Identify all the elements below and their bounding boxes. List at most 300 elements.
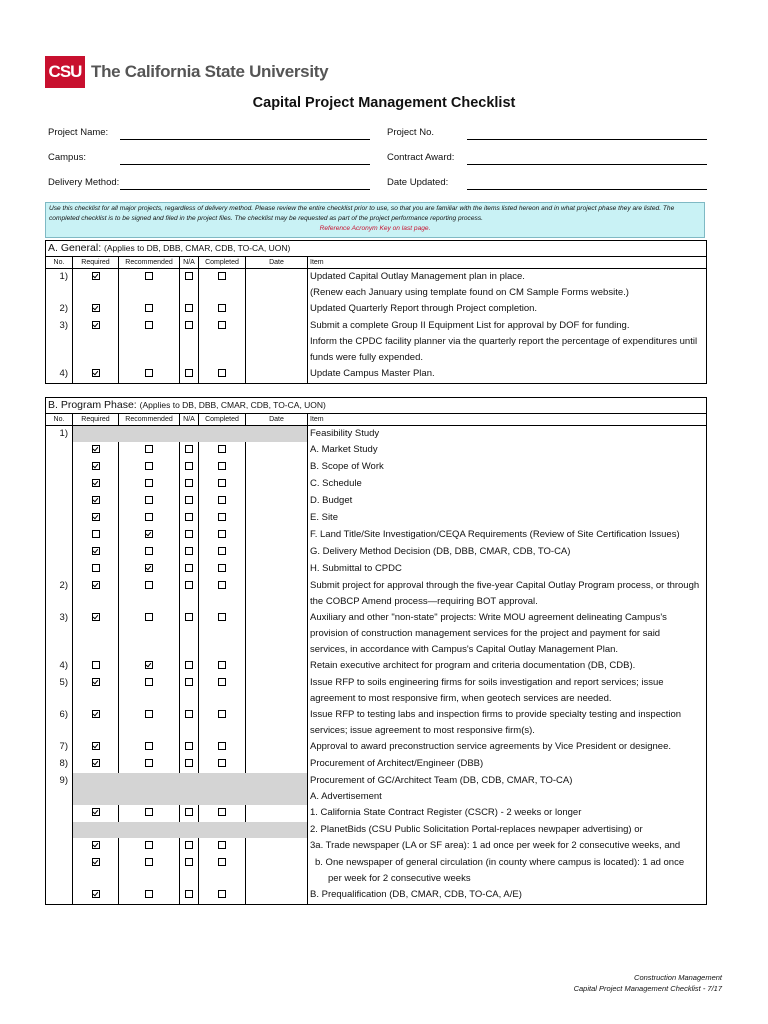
col-header-na: N/A: [180, 257, 199, 269]
instructions-text: Use this checklist for all major projects, regardless of delivery method. Please review the entire checklist prior to use, so that you are familiar with the items listed hereon and in what project phase they are listed. The completed checklist is to be signed and filed in the project files. The checklist may be requested as part of the project performance reporting process.: [49, 205, 675, 222]
na-checkbox[interactable]: [185, 661, 193, 669]
na-cell: [180, 269, 199, 302]
recommended-cell: [119, 527, 180, 544]
date-cell[interactable]: [246, 610, 308, 658]
date-cell[interactable]: [246, 578, 308, 610]
recommended-cell: [119, 476, 180, 493]
na-cell: [180, 510, 199, 527]
item-cell: [308, 510, 707, 527]
date-cell[interactable]: [246, 561, 308, 578]
program-phase-section-title: [46, 398, 707, 414]
date-cell[interactable]: [246, 887, 308, 905]
na-checkbox[interactable]: [185, 369, 193, 377]
checklist-row: [46, 675, 707, 707]
recommended-checkbox[interactable]: [145, 710, 153, 718]
na-cell: [180, 459, 199, 476]
row-number: [46, 527, 73, 544]
required-checkbox[interactable]: [92, 530, 100, 538]
recommended-cell: [119, 707, 180, 739]
project-no-field[interactable]: [467, 139, 707, 140]
na-cell: [180, 658, 199, 675]
campus-label: Campus:: [48, 152, 87, 163]
date-cell[interactable]: [246, 544, 308, 561]
na-cell: [180, 756, 199, 773]
checklist-row: [46, 822, 707, 838]
recommended-checkbox[interactable]: [145, 547, 153, 555]
completed-checkbox[interactable]: [218, 759, 226, 767]
date-cell[interactable]: [246, 301, 308, 318]
row-number: 8): [46, 756, 73, 773]
completed-checkbox[interactable]: [218, 841, 226, 849]
required-checkbox[interactable]: [92, 369, 100, 377]
item-text: services; issue agreement to most responsive firm(s).: [310, 725, 535, 736]
checklist-row: [46, 426, 707, 443]
checklist-row: [46, 493, 707, 510]
completed-cell: [199, 658, 246, 675]
item-text: 3a. Trade newspaper (LA or SF area): 1 ad once per week for 2 consecutive weeks, and: [310, 840, 681, 851]
required-checkbox[interactable]: [92, 564, 100, 572]
item-text: Inform the CPDC facility planner via the quarterly report the percentage of expenditures until: [310, 336, 698, 347]
item-text: agreement to most responsive firm, when geotech services are needed.: [310, 693, 612, 704]
required-cell: [73, 707, 119, 739]
required-checkbox[interactable]: [92, 304, 100, 312]
recommended-checkbox[interactable]: [145, 808, 153, 816]
required-checkbox[interactable]: [92, 808, 100, 816]
date-cell[interactable]: [246, 318, 308, 366]
row-number: [46, 838, 73, 855]
col-header-no: No.: [46, 257, 73, 269]
recommended-checkbox[interactable]: [145, 321, 153, 329]
date-cell[interactable]: [246, 675, 308, 707]
recommended-checkbox[interactable]: [145, 581, 153, 589]
shaded-cell: [73, 822, 308, 838]
row-number: 9): [46, 773, 73, 789]
na-checkbox[interactable]: [185, 581, 193, 589]
na-checkbox[interactable]: [185, 304, 193, 312]
date-cell[interactable]: [246, 805, 308, 822]
na-checkbox[interactable]: [185, 890, 193, 898]
completed-checkbox[interactable]: [218, 661, 226, 669]
recommended-checkbox[interactable]: [145, 513, 153, 521]
required-checkbox[interactable]: [92, 479, 100, 487]
recommended-checkbox[interactable]: [145, 496, 153, 504]
recommended-cell: [119, 561, 180, 578]
university-name: The California State University: [91, 62, 329, 81]
completed-cell: [199, 805, 246, 822]
item-cell: [308, 476, 707, 493]
item-text: Approval to award preconstruction service agreements by Vice President or designee.: [310, 741, 672, 752]
na-checkbox[interactable]: [185, 321, 193, 329]
col-header-completed: Completed: [199, 414, 246, 426]
date-cell[interactable]: [246, 527, 308, 544]
program-phase-checklist-table: [45, 397, 707, 905]
date-cell[interactable]: [246, 739, 308, 756]
item-text: Updated Capital Outlay Management plan in place.: [310, 271, 525, 282]
na-cell: [180, 442, 199, 459]
completed-cell: [199, 459, 246, 476]
col-header-na: N/A: [180, 414, 199, 426]
required-checkbox[interactable]: [92, 321, 100, 329]
completed-checkbox[interactable]: [218, 564, 226, 572]
row-number: 7): [46, 739, 73, 756]
date-cell[interactable]: [246, 658, 308, 675]
na-checkbox[interactable]: [185, 530, 193, 538]
completed-cell: [199, 318, 246, 366]
checklist-row: [46, 301, 707, 318]
recommended-cell: [119, 544, 180, 561]
na-checkbox[interactable]: [185, 858, 193, 866]
completed-checkbox[interactable]: [218, 304, 226, 312]
project-name-field[interactable]: [120, 139, 370, 140]
project-name-label: Project Name:: [48, 127, 109, 138]
completed-checkbox[interactable]: [218, 890, 226, 898]
recommended-checkbox[interactable]: [145, 742, 153, 750]
required-cell: [73, 527, 119, 544]
row-number: [46, 805, 73, 822]
checklist-row: [46, 739, 707, 756]
required-checkbox[interactable]: [92, 858, 100, 866]
checklist-row: [46, 318, 707, 366]
required-cell: [73, 805, 119, 822]
recommended-cell: [119, 442, 180, 459]
required-cell: [73, 578, 119, 610]
required-cell: [73, 739, 119, 756]
item-text: F. Land Title/Site Investigation/CEQA Requirements (Review of Site Certification Issues): [310, 529, 680, 540]
completed-checkbox[interactable]: [218, 613, 226, 621]
completed-checkbox[interactable]: [218, 742, 226, 750]
required-cell: [73, 269, 119, 302]
item-text: (Renew each January using template found on CM Sample Forms website.): [310, 287, 629, 298]
recommended-checkbox[interactable]: [145, 858, 153, 866]
checklist-row: [46, 269, 707, 302]
item-text: B. Scope of Work: [310, 461, 384, 472]
date-cell[interactable]: [246, 442, 308, 459]
required-cell: [73, 855, 119, 887]
completed-checkbox[interactable]: [218, 272, 226, 280]
na-checkbox[interactable]: [185, 613, 193, 621]
col-header-required: Required: [73, 414, 119, 426]
item-cell: [308, 805, 707, 822]
row-number: [46, 855, 73, 887]
completed-cell: [199, 269, 246, 302]
row-number: [46, 887, 73, 905]
required-checkbox[interactable]: [92, 513, 100, 521]
completed-checkbox[interactable]: [218, 858, 226, 866]
date-cell[interactable]: [246, 476, 308, 493]
item-cell: [308, 544, 707, 561]
page-title: Capital Project Management Checklist: [252, 95, 516, 111]
row-number: [46, 493, 73, 510]
delivery-method-field[interactable]: [120, 189, 370, 190]
row-number: 2): [46, 578, 73, 610]
na-cell: [180, 675, 199, 707]
required-cell: [73, 442, 119, 459]
footer-document: Capital Project Management Checklist - 7/17: [573, 984, 722, 993]
na-checkbox[interactable]: [185, 742, 193, 750]
recommended-cell: [119, 855, 180, 887]
required-cell: [73, 838, 119, 855]
row-number: 1): [46, 426, 73, 443]
row-number: [46, 822, 73, 838]
required-cell: [73, 756, 119, 773]
na-cell: [180, 301, 199, 318]
completed-cell: [199, 510, 246, 527]
na-cell: [180, 527, 199, 544]
na-checkbox[interactable]: [185, 710, 193, 718]
completed-checkbox[interactable]: [218, 321, 226, 329]
required-checkbox[interactable]: [92, 742, 100, 750]
recommended-checkbox[interactable]: [145, 678, 153, 686]
required-checkbox[interactable]: [92, 678, 100, 686]
logo-mark: CSU: [45, 56, 85, 88]
checklist-row: [46, 476, 707, 493]
recommended-cell: [119, 578, 180, 610]
required-checkbox[interactable]: [92, 661, 100, 669]
column-header-row: [46, 257, 707, 269]
item-text: B. Prequalification (DB, CMAR, CDB, TO-CA, A/E): [310, 889, 522, 900]
na-cell: [180, 838, 199, 855]
row-number: 2): [46, 301, 73, 318]
row-number: 6): [46, 707, 73, 739]
item-cell: [308, 318, 707, 366]
item-cell: [308, 493, 707, 510]
required-cell: [73, 658, 119, 675]
shaded-cell: [73, 426, 308, 443]
item-cell: [308, 527, 707, 544]
na-cell: [180, 318, 199, 366]
required-checkbox[interactable]: [92, 462, 100, 470]
recommended-cell: [119, 805, 180, 822]
na-cell: [180, 476, 199, 493]
date-cell[interactable]: [246, 269, 308, 302]
completed-checkbox[interactable]: [218, 513, 226, 521]
recommended-checkbox[interactable]: [145, 759, 153, 767]
item-cell: [308, 838, 707, 855]
completed-checkbox[interactable]: [218, 710, 226, 718]
required-cell: [73, 561, 119, 578]
completed-checkbox[interactable]: [218, 547, 226, 555]
item-cell: [308, 610, 707, 658]
item-text: Updated Quarterly Report through Project completion.: [310, 303, 538, 314]
na-cell: [180, 610, 199, 658]
recommended-cell: [119, 675, 180, 707]
recommended-cell: [119, 838, 180, 855]
na-checkbox[interactable]: [185, 759, 193, 767]
item-cell: [308, 739, 707, 756]
completed-checkbox[interactable]: [218, 581, 226, 589]
na-cell: [180, 739, 199, 756]
completed-cell: [199, 476, 246, 493]
recommended-checkbox[interactable]: [145, 841, 153, 849]
na-checkbox[interactable]: [185, 808, 193, 816]
row-number: [46, 442, 73, 459]
item-text: G. Delivery Method Decision (DB, DBB, CMAR, CDB, TO-CA): [310, 546, 571, 557]
recommended-checkbox[interactable]: [145, 272, 153, 280]
required-checkbox[interactable]: [92, 581, 100, 589]
recommended-checkbox[interactable]: [145, 661, 153, 669]
recommended-checkbox[interactable]: [145, 304, 153, 312]
recommended-checkbox[interactable]: [145, 462, 153, 470]
recommended-checkbox[interactable]: [145, 564, 153, 572]
required-checkbox[interactable]: [92, 272, 100, 280]
row-number: [46, 789, 73, 805]
col-header-date: Date: [246, 414, 308, 426]
recommended-cell: [119, 269, 180, 302]
completed-cell: [199, 366, 246, 384]
date-cell[interactable]: [246, 366, 308, 384]
item-text: 2. PlanetBids (CSU Public Solicitation Portal-replaces newpaper advertising) or: [310, 824, 643, 835]
recommended-checkbox[interactable]: [145, 613, 153, 621]
na-cell: [180, 855, 199, 887]
item-text: funds were fully expended.: [310, 352, 424, 363]
na-cell: [180, 544, 199, 561]
na-checkbox[interactable]: [185, 841, 193, 849]
na-checkbox[interactable]: [185, 445, 193, 453]
item-text: A. Market Study: [310, 444, 378, 455]
checklist-row: [46, 658, 707, 675]
col-header-no: No.: [46, 414, 73, 426]
item-text: Submit project for approval through the five-year Capital Outlay Program process, or through: [310, 580, 700, 591]
recommended-checkbox[interactable]: [145, 890, 153, 898]
na-cell: [180, 887, 199, 905]
completed-checkbox[interactable]: [218, 479, 226, 487]
item-text: C. Schedule: [310, 478, 362, 489]
project-no-label: Project No.: [387, 127, 434, 138]
date-cell[interactable]: [246, 855, 308, 887]
item-cell: [308, 887, 707, 905]
required-checkbox[interactable]: [92, 710, 100, 718]
program-phase-title: B. Program Phase:: [48, 399, 137, 411]
recommended-checkbox[interactable]: [145, 445, 153, 453]
recommended-checkbox[interactable]: [145, 479, 153, 487]
required-cell: [73, 510, 119, 527]
general-applies: (Applies to DB, DBB, CMAR, CDB, TO-CA, UON): [104, 243, 291, 253]
na-cell: [180, 805, 199, 822]
col-header-recommended: Recommended: [119, 414, 180, 426]
completed-cell: [199, 756, 246, 773]
completed-checkbox[interactable]: [218, 530, 226, 538]
checklist-row: [46, 887, 707, 905]
checklist-row: [46, 756, 707, 773]
item-cell: [308, 269, 707, 302]
item-cell: [308, 366, 707, 384]
na-cell: [180, 707, 199, 739]
general-section-title: [46, 241, 707, 257]
item-text: D. Budget: [310, 495, 353, 506]
item-cell: [308, 442, 707, 459]
na-checkbox[interactable]: [185, 479, 193, 487]
col-header-item: Item: [308, 257, 707, 269]
contract-award-field[interactable]: [467, 164, 707, 165]
row-number: 4): [46, 658, 73, 675]
required-checkbox[interactable]: [92, 613, 100, 621]
completed-checkbox[interactable]: [218, 445, 226, 453]
recommended-checkbox[interactable]: [145, 369, 153, 377]
item-cell: [308, 459, 707, 476]
required-cell: [73, 675, 119, 707]
checklist-row: [46, 610, 707, 658]
completed-checkbox[interactable]: [218, 808, 226, 816]
checklist-row: [46, 707, 707, 739]
item-text: b. One newspaper of general circulation (in county where campus is located): 1 ad once: [315, 857, 685, 868]
row-number: [46, 476, 73, 493]
page-footer: [574, 972, 722, 994]
completed-cell: [199, 493, 246, 510]
required-cell: [73, 301, 119, 318]
na-checkbox[interactable]: [185, 513, 193, 521]
required-checkbox[interactable]: [92, 890, 100, 898]
required-cell: [73, 318, 119, 366]
date-updated-field[interactable]: [467, 189, 707, 190]
required-checkbox[interactable]: [92, 496, 100, 504]
item-text: the COBCP Amend process—requiring BOT approval.: [310, 596, 538, 607]
completed-cell: [199, 544, 246, 561]
required-checkbox[interactable]: [92, 445, 100, 453]
na-checkbox[interactable]: [185, 496, 193, 504]
row-number: 1): [46, 269, 73, 302]
item-cell: [308, 822, 707, 838]
required-cell: [73, 887, 119, 905]
item-text: 1. California State Contract Register (CSCR) - 2 weeks or longer: [310, 807, 582, 818]
item-text: Retain executive architect for program and criteria documentation (DB, CDB).: [310, 660, 636, 671]
completed-cell: [199, 887, 246, 905]
na-checkbox[interactable]: [185, 547, 193, 555]
recommended-cell: [119, 301, 180, 318]
checklist-row: [46, 578, 707, 610]
item-cell: [308, 773, 707, 789]
required-checkbox[interactable]: [92, 759, 100, 767]
item-text: H. Submittal to CPDC: [310, 563, 402, 574]
required-checkbox[interactable]: [92, 841, 100, 849]
completed-checkbox[interactable]: [218, 678, 226, 686]
date-cell[interactable]: [246, 459, 308, 476]
na-cell: [180, 366, 199, 384]
na-checkbox[interactable]: [185, 462, 193, 470]
campus-field[interactable]: [120, 164, 370, 165]
col-header-required: Required: [73, 257, 119, 269]
na-checkbox[interactable]: [185, 272, 193, 280]
na-checkbox[interactable]: [185, 564, 193, 572]
date-cell[interactable]: [246, 493, 308, 510]
required-checkbox[interactable]: [92, 547, 100, 555]
recommended-cell: [119, 318, 180, 366]
checklist-row: [46, 773, 707, 789]
item-text: Auxiliary and other "non-state" projects: Write MOU agreement delineating Campus's: [310, 612, 667, 623]
date-cell[interactable]: [246, 510, 308, 527]
date-cell[interactable]: [246, 756, 308, 773]
completed-cell: [199, 561, 246, 578]
na-checkbox[interactable]: [185, 678, 193, 686]
completed-checkbox[interactable]: [218, 369, 226, 377]
recommended-cell: [119, 493, 180, 510]
col-header-item: Item: [308, 414, 707, 426]
completed-checkbox[interactable]: [218, 462, 226, 470]
date-cell[interactable]: [246, 707, 308, 739]
general-checklist-table: [45, 240, 707, 384]
item-cell: [308, 675, 707, 707]
completed-checkbox[interactable]: [218, 496, 226, 504]
item-cell: [308, 707, 707, 739]
item-text: Submit a complete Group II Equipment List for approval by DOF for funding.: [310, 320, 630, 331]
recommended-cell: [119, 739, 180, 756]
recommended-checkbox[interactable]: [145, 530, 153, 538]
date-cell[interactable]: [246, 838, 308, 855]
csu-logo: [45, 56, 328, 88]
required-cell: [73, 544, 119, 561]
shaded-cell: [73, 773, 308, 789]
checklist-row: [46, 838, 707, 855]
completed-cell: [199, 610, 246, 658]
